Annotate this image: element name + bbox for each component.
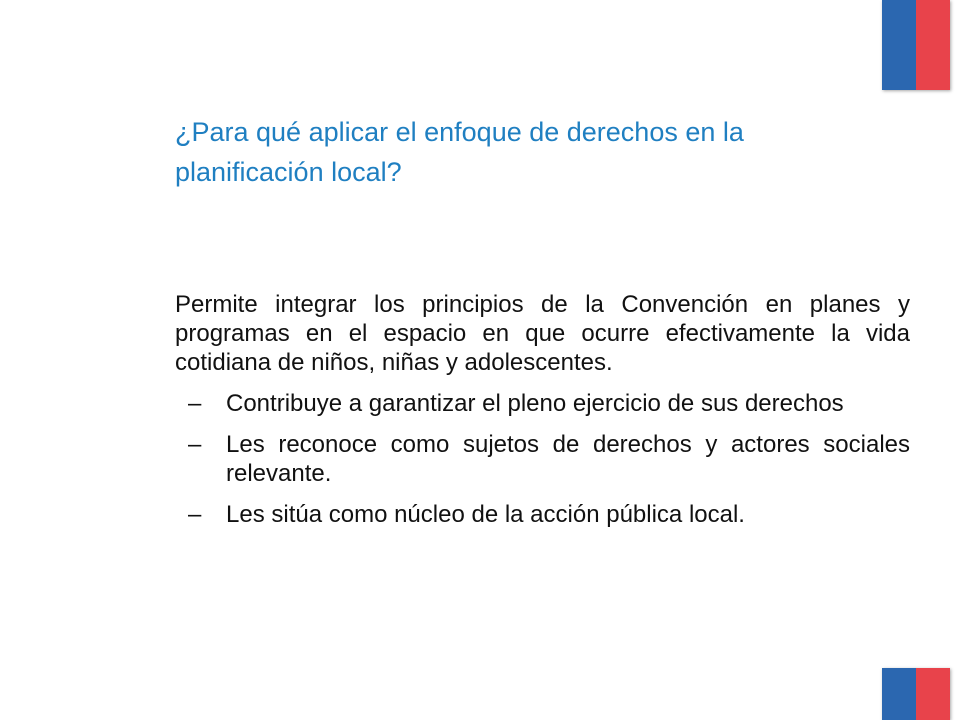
slide-title: ¿Para qué aplicar el enfoque de derechos en la planificación local? <box>175 117 744 187</box>
flag-stripe-red <box>916 668 950 720</box>
flag-decoration-top <box>882 0 950 90</box>
bullet-marker: – <box>188 501 202 528</box>
bullet-marker: – <box>188 390 202 417</box>
bullet-item <box>188 389 910 418</box>
bullet-marker: – <box>188 431 202 458</box>
body-paragraph: Permite integrar los principios de la Convención en planes y programas en el espacio en que ocurre efectivamente la vida cotidiana de niños, niñas y adolescentes. <box>175 291 910 376</box>
bullet-item <box>188 430 910 488</box>
flag-stripe-blue <box>882 668 916 720</box>
bullet-text: Les reconoce como sujetos de derechos y actores sociales relevante. <box>226 431 910 487</box>
flag-stripe-blue <box>882 0 916 90</box>
flag-decoration-bottom <box>882 668 950 720</box>
bullet-text: Les sitúa como núcleo de la acción pública local. <box>226 501 745 528</box>
bullet-item <box>188 500 910 529</box>
bullet-text: Contribuye a garantizar el pleno ejercicio de sus derechos <box>226 390 844 417</box>
flag-stripe-red <box>916 0 950 90</box>
slide-body <box>175 290 910 541</box>
